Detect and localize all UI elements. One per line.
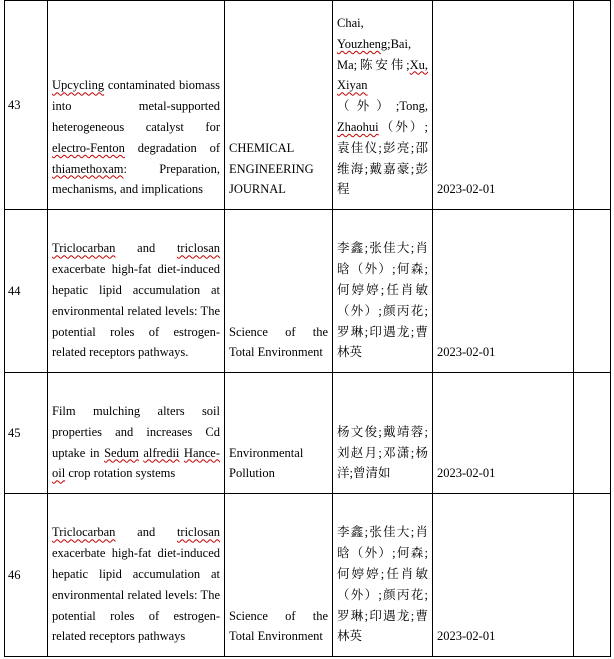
- title-segment: electro-Fenton: [52, 140, 125, 155]
- author-list: [333, 210, 433, 373]
- author-segment: （外）;袁佳仪;彭亮;邵维海;戴嘉豪;彭程: [337, 119, 428, 197]
- author-segment: （外）;Tong,: [337, 99, 428, 114]
- empty-cell: [574, 210, 611, 373]
- title-segment: exacerbate high-fat diet-induced hepatic lipid accumulation at environmental related levels: The potential roles of estrogen-related receptors pathways: [52, 546, 220, 644]
- paper-title: [48, 494, 225, 657]
- title-segment: contaminated biomass into metal-supported heterogeneous catalyst for: [52, 78, 220, 134]
- empty-cell: [574, 1, 611, 210]
- title-segment: and: [115, 241, 177, 256]
- paper-title: [48, 373, 225, 494]
- author-segment: Xu, Xiyan: [337, 57, 428, 93]
- row-number: 43: [5, 1, 48, 210]
- empty-cell: [574, 373, 611, 494]
- title-segment: Triclocarban: [52, 241, 116, 256]
- author-list: [333, 494, 433, 657]
- empty-cell: [574, 494, 611, 657]
- row-number: 46: [5, 494, 48, 657]
- title-segment: Triclocarban: [52, 525, 116, 540]
- title-segment: and: [115, 525, 177, 540]
- publish-date: 2023-02-01: [433, 210, 574, 373]
- title-segment: Hance-oil: [52, 445, 221, 481]
- table-row: [5, 1, 611, 210]
- author-segment: Youzheng: [337, 36, 388, 51]
- publish-date: 2023-02-01: [433, 494, 574, 657]
- journal-name: Science of the Total Environment: [225, 494, 333, 657]
- title-segment: degradation of: [124, 140, 220, 155]
- table-row: [5, 373, 611, 494]
- title-segment: Sedum: [104, 445, 139, 460]
- row-number: 45: [5, 373, 48, 494]
- title-segment: : Preparation, mechanisms, and implications: [52, 161, 220, 197]
- author-list: [333, 373, 433, 494]
- author-segment: ;Bai, Ma;陈安伟;: [337, 36, 412, 72]
- author-segment: Zhaohui: [337, 119, 379, 134]
- author-list: [333, 1, 433, 210]
- title-segment: Upcycling: [52, 78, 105, 93]
- publications-table: [4, 0, 611, 657]
- journal-name: Science of the Total Environment: [225, 210, 333, 373]
- publish-date: 2023-02-01: [433, 373, 574, 494]
- paper-title: [48, 210, 225, 373]
- title-segment: crop rotation systems: [65, 466, 176, 481]
- title-segment: triclosan: [176, 241, 220, 256]
- author-segment: 李鑫;张佳大;肖晗（外）;何森;何婷婷;任肖敏（外）;颜丙花;罗琳;印遇龙;曹林英: [337, 525, 428, 644]
- paper-title: [48, 1, 225, 210]
- journal-name: Environmental Pollution: [225, 373, 333, 494]
- row-number: 44: [5, 210, 48, 373]
- title-segment: Film mulching alters soil properties and increases Cd uptake in: [52, 403, 220, 460]
- publish-date: 2023-02-01: [433, 1, 574, 210]
- table-row: [5, 494, 611, 657]
- journal-name: CHEMICAL ENGINEERING JOURNAL: [225, 1, 333, 210]
- title-segment: exacerbate high-fat diet-induced hepatic lipid accumulation at environmental related levels: The potential roles of estrogen-related receptors pathways.: [52, 262, 220, 360]
- title-segment: triclosan: [176, 525, 220, 540]
- author-segment: 李鑫;张佳大;肖晗（外）;何森;何婷婷;任肖敏（外）;颜丙花;罗琳;印遇龙;曹林英: [337, 241, 428, 360]
- title-segment: thiamethoxam: [52, 161, 124, 176]
- title-segment: alfredii: [143, 445, 180, 460]
- author-segment: 杨文俊;戴靖蓉;刘赵月;邓潇;杨洋;曾清如: [337, 424, 428, 481]
- table-row: [5, 210, 611, 373]
- author-segment: Chai,: [337, 16, 364, 30]
